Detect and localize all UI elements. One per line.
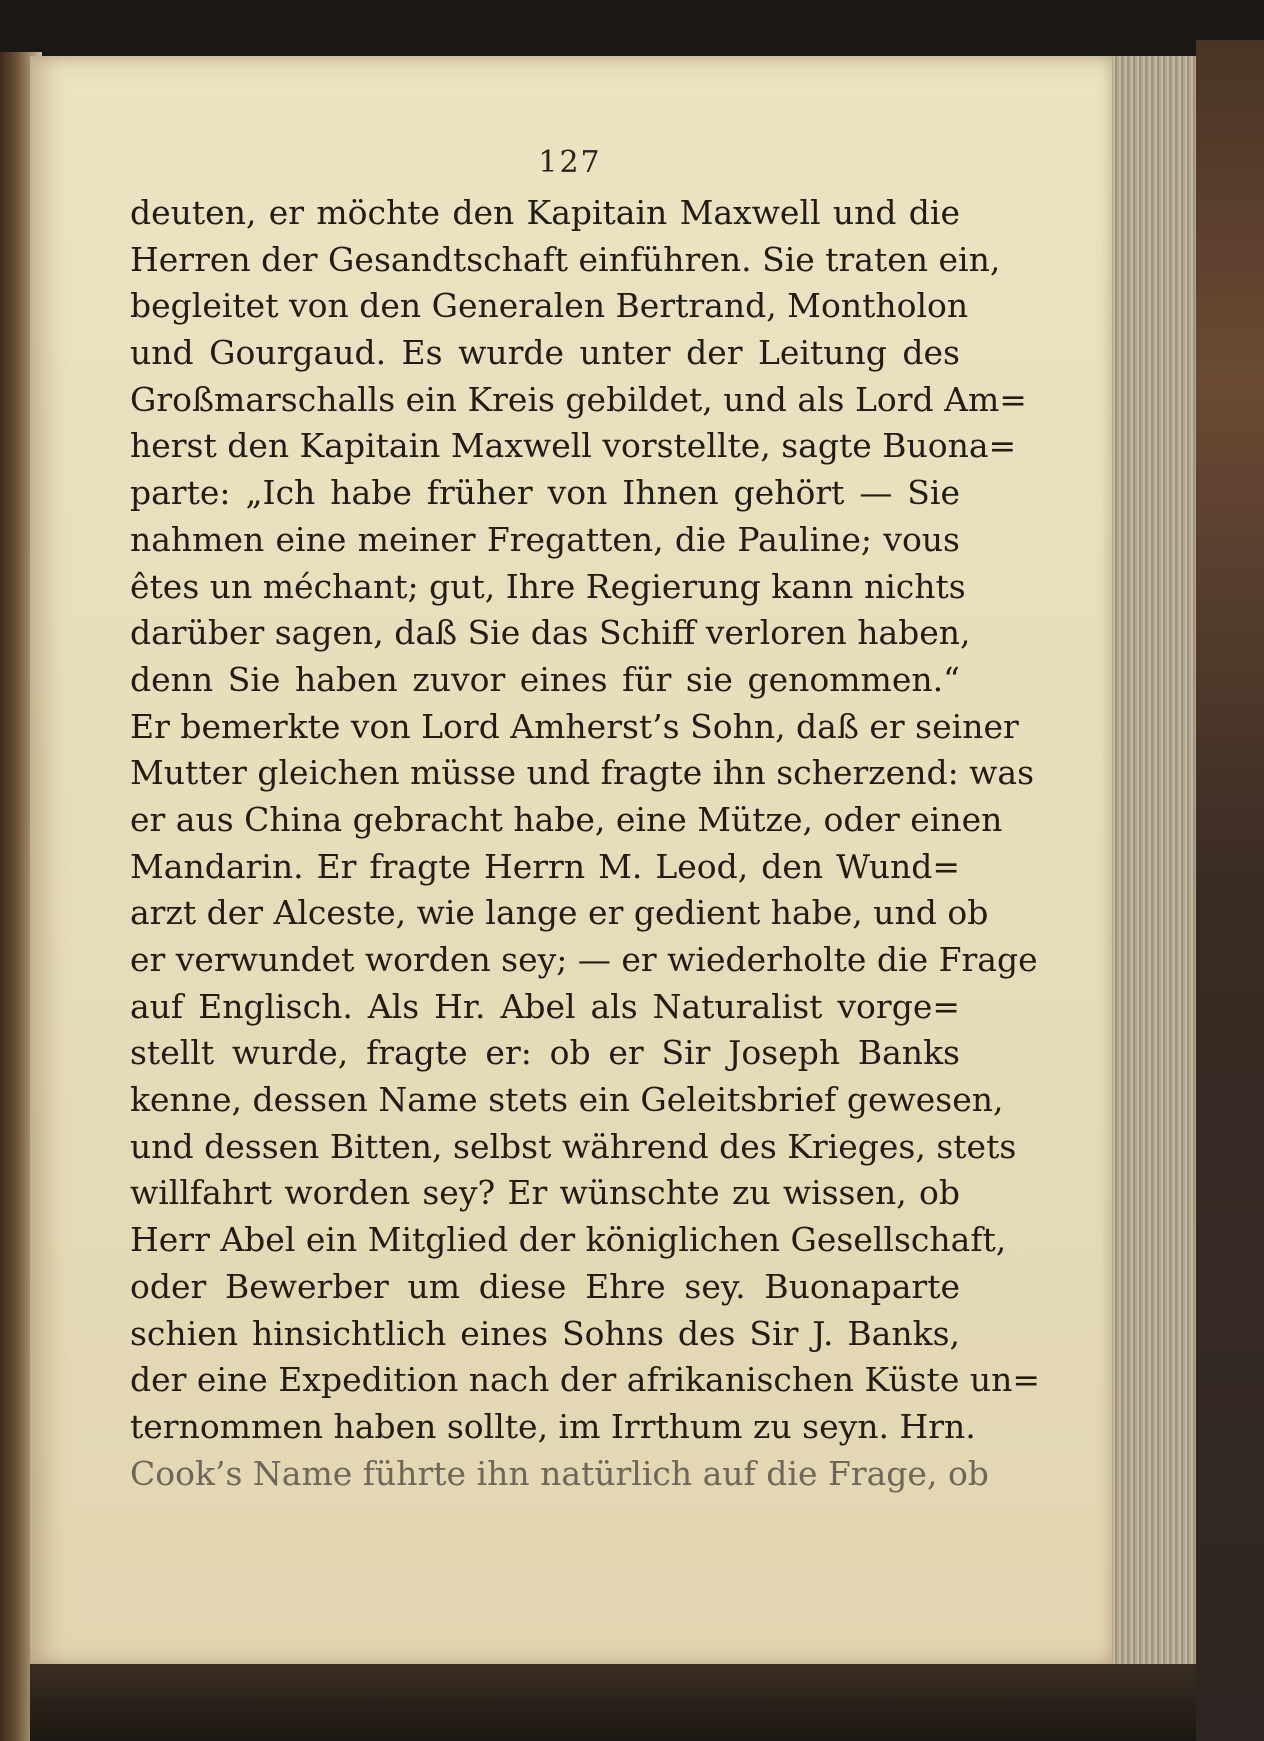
text-line: deuten, er möchte den Kapitain Maxwell und die xyxy=(130,193,960,232)
text-line: Mandarin. Er fragte Herrn M. Leod, den Wund= xyxy=(130,846,960,886)
text-line: arzt der Alceste, wie lange er gedient habe, und ob xyxy=(130,893,989,933)
text-line: er aus China gebracht habe, eine Mütze, oder einen xyxy=(130,799,1003,839)
text-line: Großmarschalls ein Kreis gebildet, und als Lord Am= xyxy=(130,379,1027,419)
text-line: denn Sie haben zuvor eines für sie genommen.“ xyxy=(130,659,960,699)
text-line: auf Englisch. Als Hr. Abel als Naturalist vorge= xyxy=(130,986,960,1026)
text-line: schien hinsichtlich eines Sohns des Sir J. Banks, xyxy=(130,1313,960,1353)
text-line: Herren der Gesandtschaft einführen. Sie traten ein, xyxy=(130,239,1001,279)
text-line: darüber sagen, daß Sie das Schiff verloren haben, xyxy=(130,613,971,653)
text-line: parte: „Ich habe früher von Ihnen gehört — Sie xyxy=(130,473,960,513)
text-line: begleitet von den Generalen Bertrand, Montholon xyxy=(130,286,969,326)
page-number: 127 xyxy=(538,145,602,180)
text-line: und Gourgaud. Es wurde unter der Leitung des xyxy=(130,333,960,373)
text-line: kenne, dessen Name stets ein Geleitsbrief gewesen, xyxy=(130,1080,1004,1120)
text-line: êtes un méchant; gut, Ihre Regierung kann nichts xyxy=(130,566,966,606)
text-line: er verwundet worden sey; — er wiederholte die Frage xyxy=(130,940,1038,979)
text-line: Herr Abel ein Mitglied der königlichen Gesellschaft, xyxy=(130,1220,1007,1260)
text-line: willfahrt worden sey? Er wünschte zu wissen, ob xyxy=(130,1173,960,1213)
text-line: stellt wurde, fragte er: ob er Sir Joseph Banks xyxy=(130,1033,960,1073)
text-line: Cook’s Name führte ihn natürlich auf die Frage, ob xyxy=(130,1453,989,1493)
text-line: Er bemerkte von Lord Amherst’s Sohn, daß er seiner xyxy=(130,706,1019,746)
text-line: ternommen haben sollte, im Irrthum zu seyn. Hrn. xyxy=(130,1406,976,1446)
body-text xyxy=(130,190,1040,1497)
book-cover-right xyxy=(1196,40,1264,1741)
book-bottom-edge xyxy=(30,1664,1196,1741)
text-line: oder Bewerber um diese Ehre sey. Buonaparte xyxy=(130,1266,960,1306)
text-line: und dessen Bitten, selbst während des Krieges, stets xyxy=(130,1126,1017,1166)
text-line: Mutter gleichen müsse und fragte ihn scherzend: was xyxy=(130,753,1035,793)
page-edges xyxy=(1112,56,1196,1666)
text-line: der eine Expedition nach der afrikanischen Küste un= xyxy=(130,1360,1040,1400)
text-line: nahmen eine meiner Fregatten, die Pauline; vous xyxy=(130,519,960,559)
text-line: herst den Kapitain Maxwell vorstellte, sagte Buona= xyxy=(130,426,1017,466)
